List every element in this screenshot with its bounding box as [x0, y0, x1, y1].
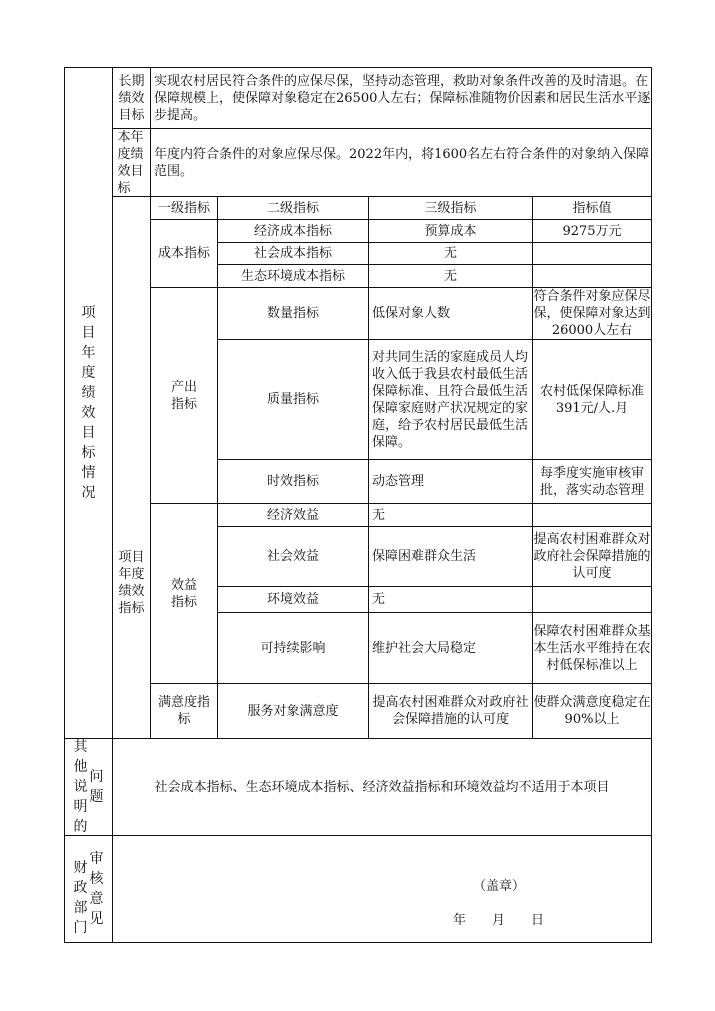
level2-cell-text: 经济效益 [266, 507, 319, 523]
group-cost [150, 219, 218, 288]
level2-cell [217, 683, 369, 739]
level2-cell-text: 时效指标 [266, 474, 319, 489]
finance-opinion-cell [112, 835, 652, 943]
value-cell-text: 9275万元 [562, 223, 622, 239]
value-cell [532, 242, 652, 265]
level2-cell-text: 质量指标 [266, 392, 319, 407]
level2-cell-text: 数量指标 [266, 306, 319, 321]
level3-cell [368, 683, 533, 739]
finance-label-cell [64, 835, 113, 943]
level3-cell-text: 对共同生活的家庭成员人均收入低于我县农村最低生活保障标准、且符合最低生活保障家庭财产状况规定的家庭，给予农村居民最低生活保障。 [372, 349, 529, 450]
level3-cell-text: 无 [372, 507, 386, 523]
header-text: 一级指标 [157, 200, 210, 216]
level2-cell-text: 服务对象满意度 [247, 703, 339, 719]
level3-cell [368, 264, 533, 288]
level3-cell [368, 612, 533, 684]
level3-cell [368, 339, 533, 460]
header-text: 指标值 [572, 200, 612, 216]
value-cell [532, 264, 652, 288]
level2-cell [217, 459, 369, 504]
level2-cell [217, 526, 369, 587]
other-label-cell [64, 738, 113, 836]
value-cell [532, 459, 652, 504]
level2-cell [217, 586, 369, 613]
level3-cell [368, 219, 533, 243]
group-label: 成本指标 [157, 246, 210, 261]
level3-cell-text: 保障困难群众生活 [372, 549, 477, 564]
header-value [532, 196, 652, 220]
level3-cell-text: 低保对象人数 [372, 306, 451, 321]
value-cell-text: 使群众满意度稳定在90%以上 [533, 695, 651, 727]
annual-label: 本年度绩效目标 [117, 129, 144, 196]
finance-label-b: 审核意见 [89, 851, 104, 927]
level2-cell-text: 社会效益 [266, 549, 319, 564]
value-cell-text: 每季度实施审核审批，落实动态管理 [539, 465, 644, 498]
indicators-label-cell [112, 196, 151, 739]
level2-cell [217, 503, 369, 527]
level3-cell-text: 无 [372, 592, 386, 607]
level2-cell-text: 环境效益 [266, 592, 319, 607]
seal-text: （盖章） [473, 879, 526, 894]
annual-label-cell [112, 128, 151, 197]
level3-cell [368, 242, 533, 265]
value-cell [532, 503, 652, 527]
level2-cell [217, 287, 369, 340]
value-cell-text: 符合条件对象应保尽保，使保障对象达到26000人左右 [533, 289, 651, 338]
value-cell-text: 保障农村困难群众基本生活水平维持在农村低保标准以上 [533, 623, 651, 673]
level2-cell [217, 339, 369, 460]
header-level2 [217, 196, 369, 220]
long-term-text-cell [150, 67, 652, 129]
header-text: 二级指标 [266, 200, 319, 216]
value-cell-text: 农村低保保障标准391元/人.月 [539, 383, 644, 416]
level2-cell [217, 612, 369, 684]
group-benefit [150, 503, 218, 684]
level3-cell [368, 503, 533, 527]
group-label: 满意度指标 [157, 695, 210, 727]
section-label: 项目年度绩效目标情况 [81, 305, 96, 501]
annual-text-cell [150, 128, 652, 197]
value-cell [532, 683, 652, 739]
level3-cell [368, 586, 533, 613]
group-label: 产出指标 [170, 379, 197, 412]
level3-cell [368, 287, 533, 340]
group-satisfaction [150, 683, 218, 739]
long-term-text: 实现农村居民符合条件的应保尽保，坚持动态管理，救助对象条件改善的及时清退。在保障规模上，使保障对象稳定在26500人左右；保障标准随物价因素和居民生活水平逐步提高。 [154, 73, 651, 123]
level3-cell [368, 526, 533, 587]
level3-cell-text: 无 [443, 246, 457, 261]
level2-cell-text: 生态环境成本指标 [240, 268, 345, 284]
indicators-label: 项目年度绩效指标 [118, 549, 145, 616]
level2-cell [217, 264, 369, 288]
other-label-b: 问题 [89, 769, 104, 805]
level2-cell-text: 可持续影响 [260, 640, 326, 656]
other-text-cell [112, 738, 652, 836]
level3-cell-text: 无 [443, 268, 457, 284]
long-term-label: 长期绩效目标 [118, 73, 145, 123]
level3-cell-text: 提高农村困难群众对政府社会保障措施的认可度 [372, 695, 529, 727]
level2-cell-text: 经济成本指标 [253, 223, 332, 239]
group-output [150, 287, 218, 504]
other-text: 社会成本指标、生态环境成本指标、经济效益指标和环境效益均不适用于本项目 [154, 779, 610, 795]
value-cell [532, 287, 652, 340]
level3-cell-text: 动态管理 [372, 474, 425, 489]
level3-cell-text: 预算成本 [424, 223, 477, 239]
value-cell [532, 219, 652, 243]
level2-cell [217, 242, 369, 265]
header-text: 三级指标 [424, 200, 477, 216]
value-cell [532, 526, 652, 587]
header-level3 [368, 196, 533, 220]
value-cell [532, 339, 652, 460]
group-label: 效益指标 [170, 577, 197, 610]
level2-cell [217, 219, 369, 243]
date-text: 年 月 日 [453, 913, 545, 928]
value-cell [532, 586, 652, 613]
value-cell [532, 612, 652, 684]
header-level1 [150, 196, 218, 220]
level3-cell-text: 维护社会大局稳定 [372, 640, 477, 656]
level2-cell-text: 社会成本指标 [253, 246, 332, 261]
section-label-cell [64, 67, 113, 739]
value-cell-text: 提高农村困难群众对政府社会保障措施的认可度 [533, 532, 651, 581]
annual-text: 年度内符合条件的对象应保尽保。2022年内，将1600名左右符合条件的对象纳入保障范围。 [154, 146, 650, 179]
other-label-a: 其他说明的 [73, 739, 88, 835]
level3-cell [368, 459, 533, 504]
finance-label-a: 财政部门 [73, 860, 88, 936]
long-term-label-cell [112, 67, 151, 129]
